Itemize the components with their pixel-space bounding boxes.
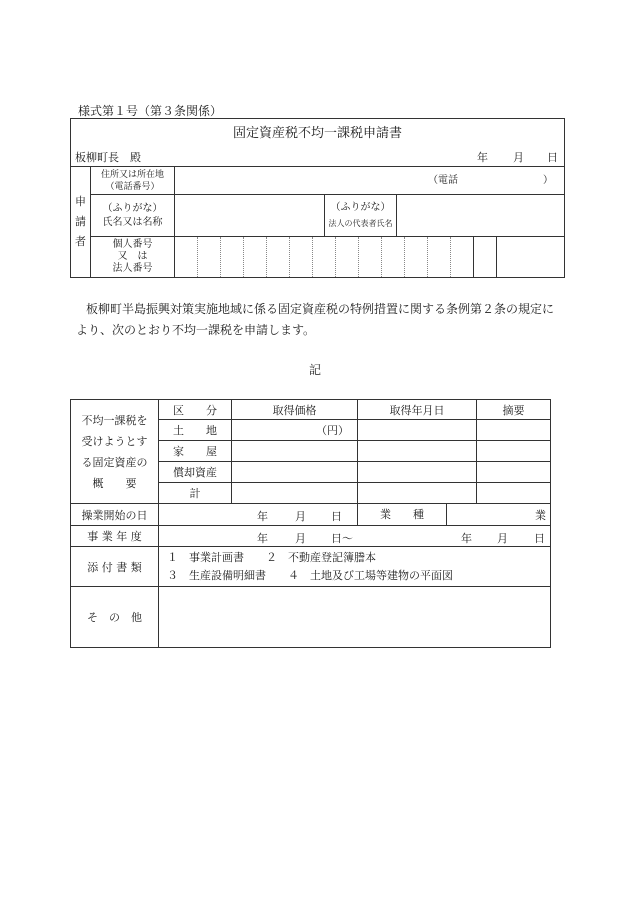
- operation-start-field[interactable]: 年 月 日: [159, 504, 358, 526]
- fiscal-year-label: 事 業 年 度: [71, 526, 159, 547]
- assets-left-label: 不均一課税を 受けようとす る固定資産の 概 要: [71, 400, 159, 504]
- attachments-list: [159, 547, 551, 587]
- fiscal-year-field[interactable]: 年 月 日〜 年 月 日: [159, 526, 551, 547]
- address-field[interactable]: [175, 167, 565, 195]
- operation-start-label: 操業開始の日: [71, 504, 159, 526]
- body-text-line-2: より、次のとおり不均一課税を申請します。: [76, 323, 316, 337]
- form-reference: 様式第１号（第３条関係）: [78, 104, 223, 118]
- date-day-label: 日: [547, 150, 558, 164]
- address-label: 住所又は所在地 （電話番号）: [91, 167, 175, 195]
- header-price: 取得価格: [232, 400, 358, 420]
- number-label: 個人番号 又 は 法人番号: [91, 237, 175, 278]
- land-price-field[interactable]: [232, 420, 358, 441]
- applicant-side-label: 申 請 者: [71, 167, 91, 278]
- representative-field[interactable]: [397, 195, 565, 237]
- building-price-field[interactable]: [232, 441, 358, 462]
- total-price-field[interactable]: [232, 483, 358, 504]
- date-month-label: 月: [513, 150, 524, 164]
- attachments-label: 添 付 書 類: [71, 547, 159, 587]
- assets-table: [70, 399, 551, 648]
- land-date-field[interactable]: [358, 420, 477, 441]
- total-note-field[interactable]: [477, 483, 551, 504]
- rep-label: （ふりがな） 法人の代表者氏名: [325, 195, 397, 237]
- name-label: （ふりがな） 氏名又は名称: [91, 195, 175, 237]
- form-title: 固定資産税不均一課税申請書: [71, 119, 565, 145]
- row-land: 土 地: [159, 420, 232, 441]
- industry-field[interactable]: 業: [535, 508, 546, 522]
- row-depreciable: 償却資産: [159, 462, 232, 483]
- application-table: [70, 118, 565, 278]
- depreciable-date-field[interactable]: [358, 462, 477, 483]
- addressee-row: [71, 145, 565, 167]
- row-building: 家 屋: [159, 441, 232, 462]
- number-field[interactable]: [175, 237, 565, 278]
- industry-label: 業 種: [358, 504, 447, 525]
- attachments-line-2: ３ 生産設備明細書 ４ 土地及び工場等建物の平面図: [167, 568, 453, 582]
- header-date: 取得年月日: [358, 400, 477, 420]
- building-date-field[interactable]: [358, 441, 477, 462]
- number-digit-boxes: [175, 237, 564, 277]
- ki-label: 記: [309, 363, 322, 377]
- body-text-line-1: 板柳町半島振興対策実施地域に係る固定資産税の特例措置に関する条例第２条の規定に: [86, 302, 555, 316]
- building-note-field[interactable]: [477, 441, 551, 462]
- other-field[interactable]: [159, 587, 551, 648]
- addressee: 板柳町長 殿: [75, 150, 141, 164]
- name-field[interactable]: [175, 195, 325, 237]
- header-category: 区 分: [159, 400, 232, 420]
- phone-label: （電話: [428, 175, 458, 186]
- row-total: 計: [159, 483, 232, 504]
- other-label: そ の 他: [71, 587, 159, 648]
- depreciable-note-field[interactable]: [477, 462, 551, 483]
- depreciable-price-field[interactable]: [232, 462, 358, 483]
- phone-close: ）: [543, 175, 553, 186]
- yen-unit: （円）: [316, 424, 349, 437]
- header-note: 摘要: [477, 400, 551, 420]
- land-note-field[interactable]: [477, 420, 551, 441]
- attachments-line-1: １ 事業計画書 ２ 不動産登記簿謄本: [167, 550, 376, 564]
- total-date-field[interactable]: [358, 483, 477, 504]
- date-year-label: 年: [477, 150, 488, 164]
- industry-cell: [358, 504, 551, 526]
